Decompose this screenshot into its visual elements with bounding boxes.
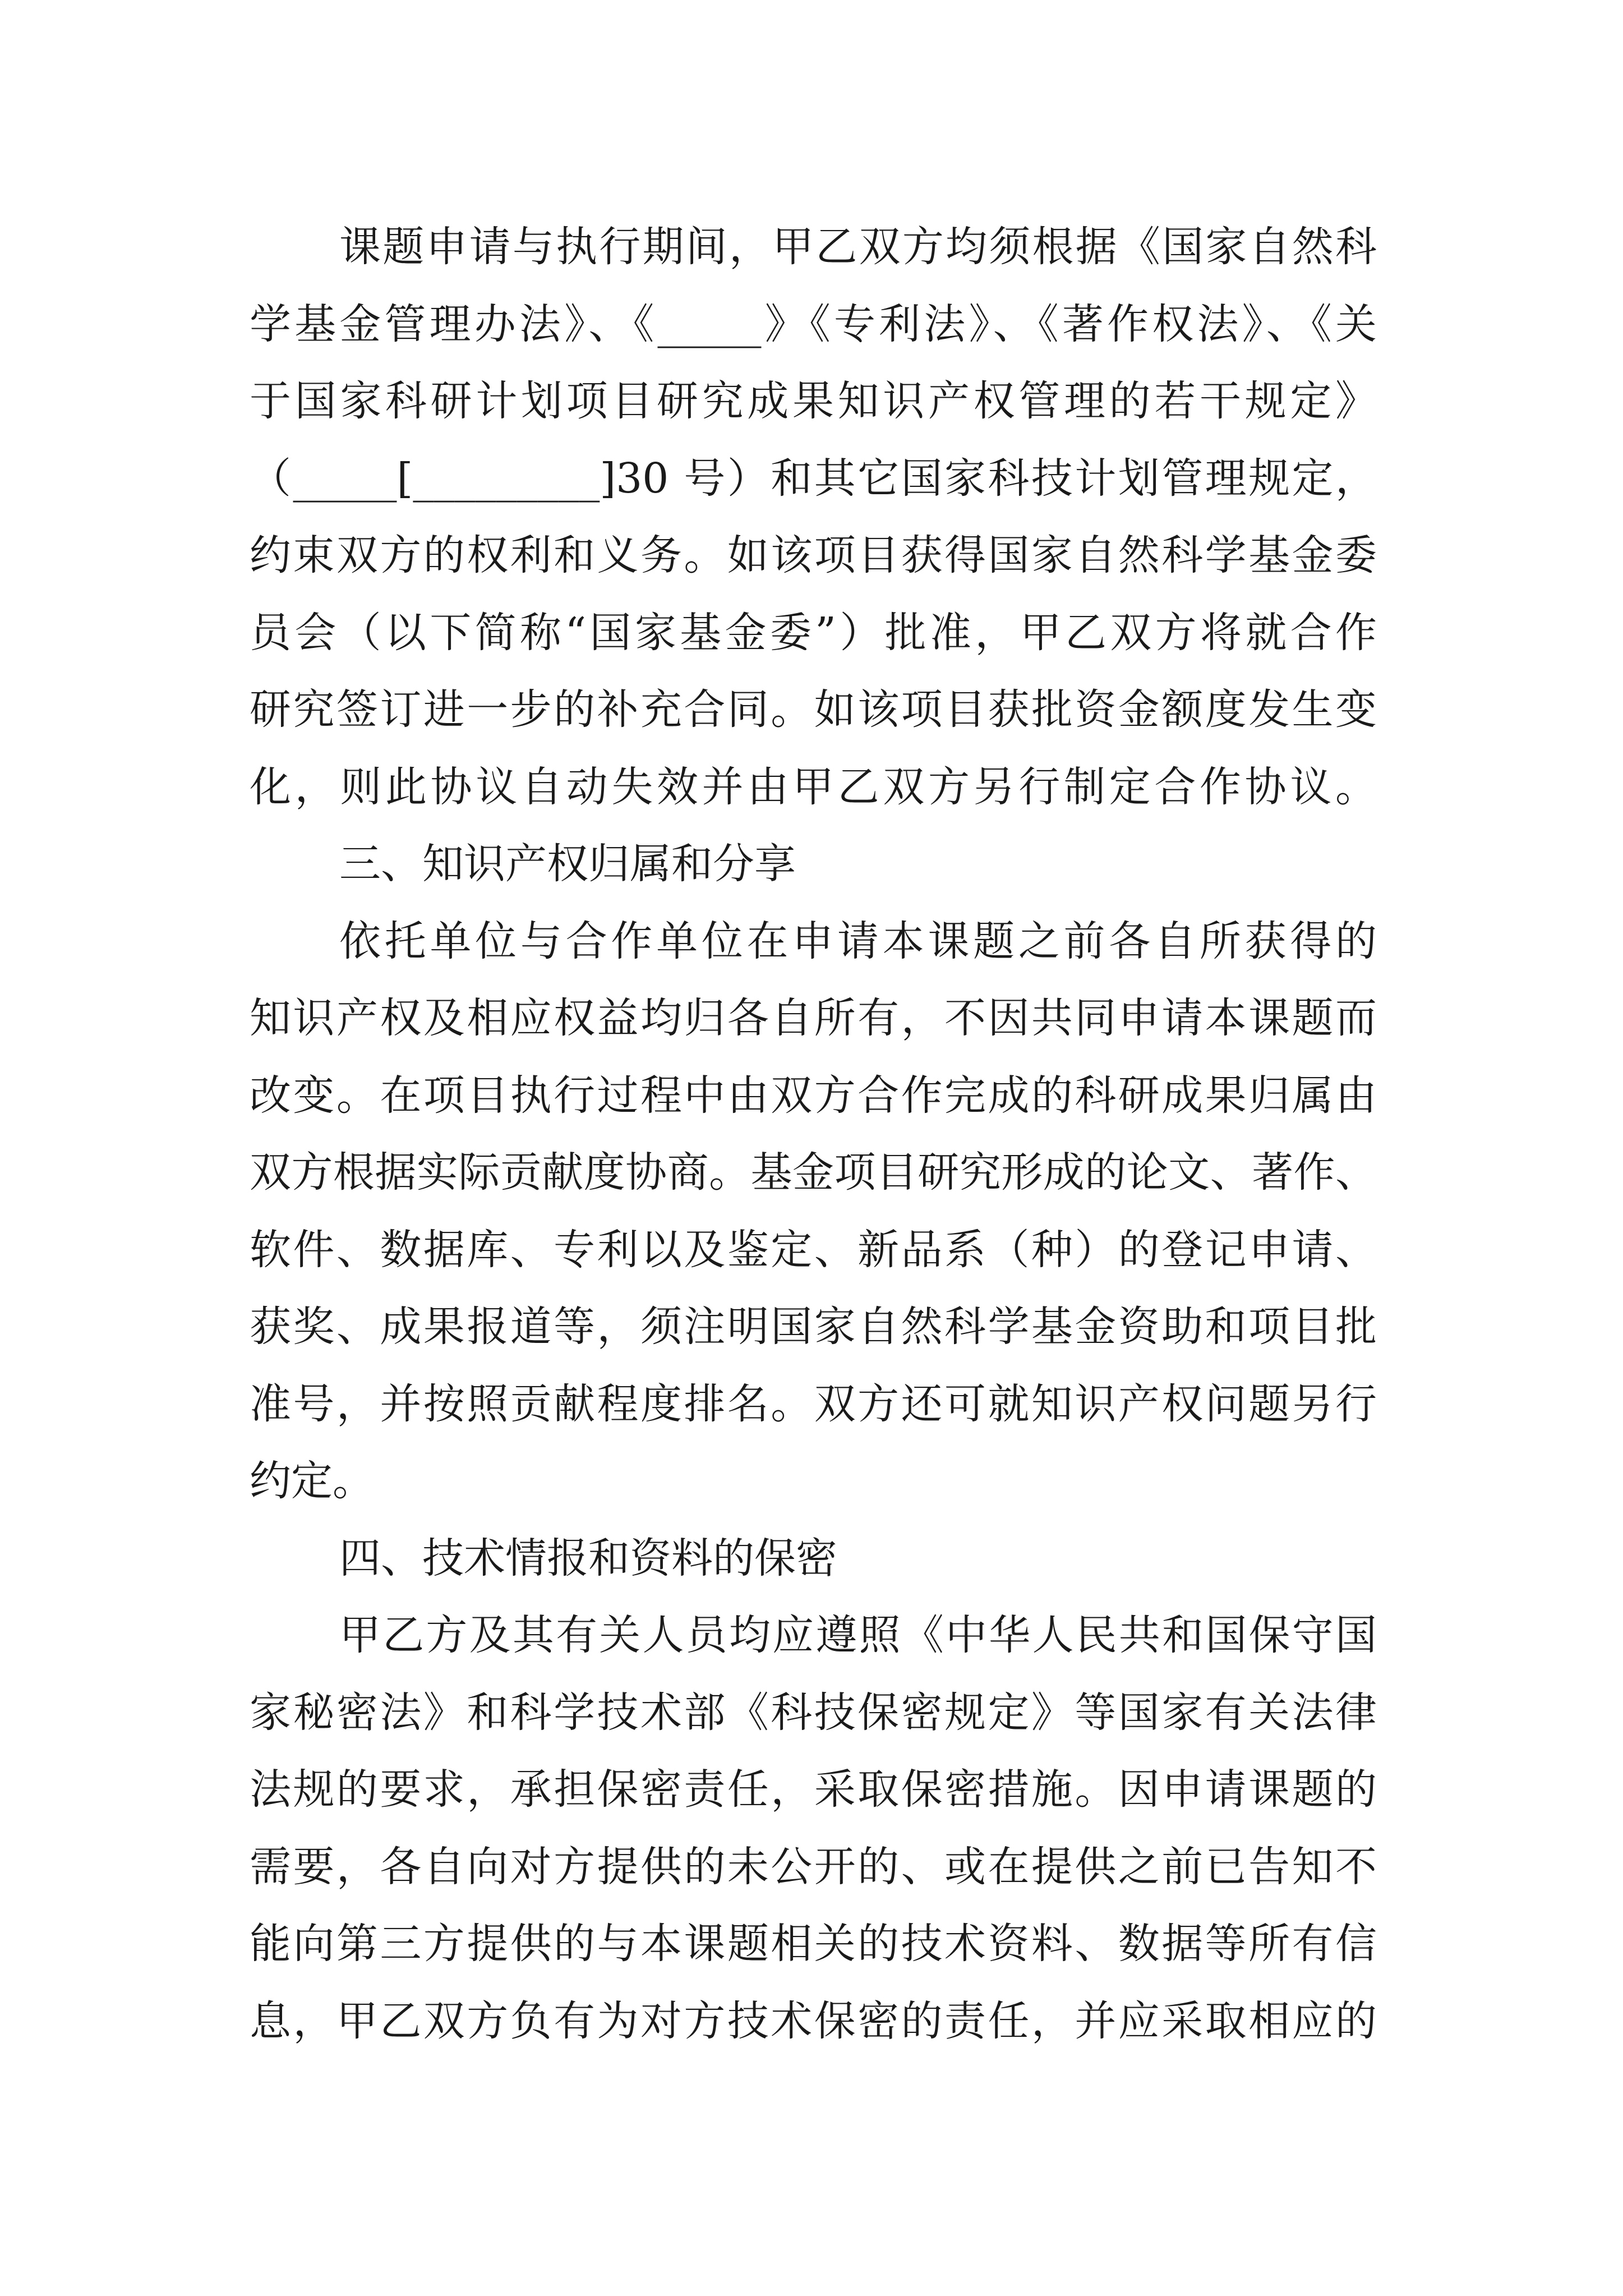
text-line: 依托单位与合作单位在申请本课题之前各自所获得的	[339, 917, 1377, 965]
text-line: 家秘密法》和科学技术部《科技保密规定》等国家有关法律	[250, 1688, 1377, 1737]
text-line: 约束双方的权利和义务。如该项目获得国家自然科学基金委	[250, 531, 1377, 579]
text-line: 员会（以下简称“国家基金委”）批准，甲乙双方将就合作	[250, 608, 1377, 657]
text-line: 化，则此协议自动失效并由甲乙双方另行制定合作协议。	[250, 762, 1377, 811]
section-heading: 三、知识产权归属和分享	[339, 840, 796, 888]
text-line: 双方根据实际贡献度协商。基金项目研究形成的论文、著作、	[250, 1148, 1377, 1197]
text-line: 需要，各自向对方提供的未公开的、或在提供之前已告知不	[250, 1842, 1377, 1891]
section-heading: 四、技术情报和资料的保密	[339, 1534, 837, 1582]
text-line: 课题申请与执行期间，甲乙双方均须根据《国家自然科	[339, 223, 1377, 271]
text-line: 改变。在项目执行过程中由双方合作完成的科研成果归属由	[250, 1071, 1377, 1120]
text-line: 知识产权及相应权益均归各自所有，不因共同申请本课题而	[250, 994, 1377, 1042]
text-line: 息，甲乙双方负有为对方技术保密的责任，并应采取相应的	[250, 1996, 1377, 2045]
text-line: 甲乙方及其有关人员均应遵照《中华人民共和国保守国	[339, 1611, 1377, 1659]
document-body	[250, 209, 1377, 2060]
text-line: 获奖、成果报道等，须注明国家自然科学基金资助和项目批	[250, 1303, 1377, 1351]
text-line: 约定。	[250, 1457, 374, 1505]
text-line: 法规的要求，承担保密责任，采取保密措施。因申请课题的	[250, 1765, 1377, 1814]
text-line: 学基金管理办法》、《_____》《专利法》、《著作权法》、《关	[250, 300, 1377, 348]
text-line: 软件、数据库、专利以及鉴定、新品系（种）的登记申请、	[250, 1225, 1377, 1274]
text-line: （_____[_________]30 号）和其它国家科技计划管理规定，	[250, 454, 1377, 503]
text-line: 研究签订进一步的补充合同。如该项目获批资金额度发生变	[250, 685, 1377, 734]
text-line: 于国家科研计划项目研究成果知识产权管理的若干规定》	[250, 377, 1377, 425]
text-line: 准号，并按照贡献程度排名。双方还可就知识产权问题另行	[250, 1379, 1377, 1428]
text-line: 能向第三方提供的与本课题相关的技术资料、数据等所有信	[250, 1920, 1377, 1968]
